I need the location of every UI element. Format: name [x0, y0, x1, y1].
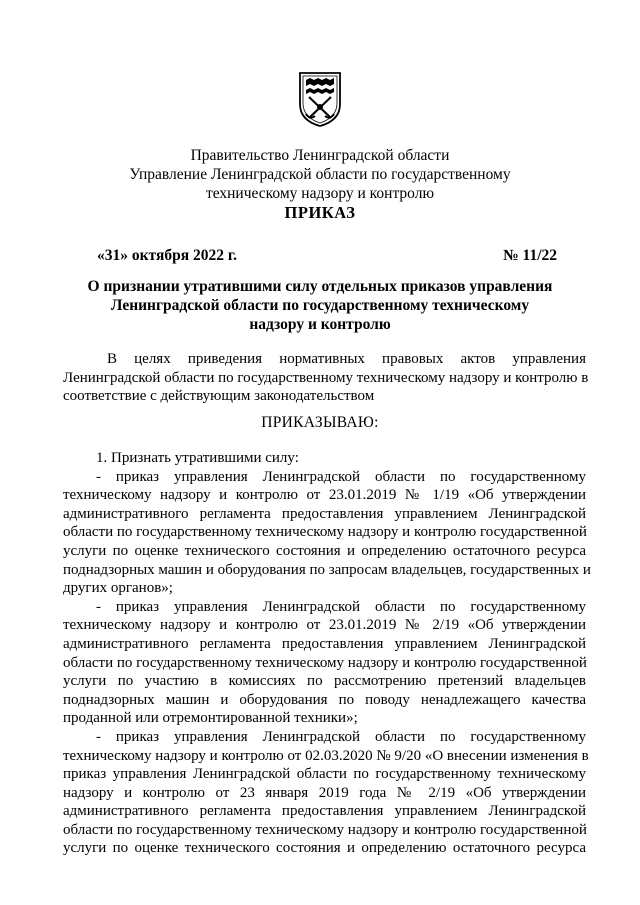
- preamble-line: Ленинградской области по государственному техническому надзору и контролю в: [63, 369, 589, 386]
- body-line: приказ управления Ленинградской области по государственному техническому: [63, 766, 586, 783]
- preamble-line: В целях приведения нормативных правовых актов управления: [107, 351, 586, 367]
- subject-line: надзору и контролю: [249, 316, 391, 333]
- document-number: № 11/22: [503, 247, 557, 264]
- document-date: «31» октября 2022 г.: [97, 247, 238, 264]
- body-line: - приказ управления Ленинградской области по государственному: [96, 468, 586, 485]
- issuer-government: Правительство Ленинградской области: [190, 147, 450, 164]
- body-line: техническому надзору и контролю от 23.01.2019 № 2/19 «Об утверждении: [63, 617, 586, 634]
- body-line: административного регламента предоставления управлением Ленинградской: [63, 505, 586, 522]
- preamble-line: соответствие с действующим законодательством: [63, 388, 375, 405]
- body-line: административного регламента предоставления управлением Ленинградской: [63, 803, 586, 820]
- body-line: области по государственному техническому надзору и контролю государственной: [63, 524, 587, 541]
- subject-line: Ленинградской области по государственному техническому: [110, 297, 530, 314]
- body-line: надзору и контролю от 23 января 2019 года № 2/19 «Об утверждении: [63, 784, 586, 801]
- body-line: - приказ управления Ленинградской области по государственному: [96, 728, 586, 745]
- order-body: [63, 449, 591, 858]
- body-line: административного регламента предоставления управлением Ленинградской: [63, 635, 586, 652]
- coat-of-arms-icon: [297, 70, 343, 128]
- body-line: техническому надзору и контролю от 23.01.2019 № 1/19 «Об утверждении: [63, 487, 586, 504]
- order-word: ПРИКАЗЫВАЮ:: [261, 414, 379, 431]
- body-line: услуги по оценке технического состояния и определению остаточного ресурса: [63, 840, 586, 857]
- body-line: 1. Признать утратившими силу:: [96, 450, 299, 466]
- body-line: области по государственному техническому надзору и контролю государственной: [63, 654, 587, 671]
- subject-line: О признании утратившими силу отдельных приказов управления: [87, 278, 553, 295]
- body-line: услуги по участию в комиссиях по рассмотрению претензий владельцев: [63, 673, 586, 690]
- body-line: услуги по оценке технического состояния и определению остаточного ресурса: [63, 542, 586, 559]
- body-line: поднадзорных машин и оборудования по поводу ненадлежащего качества: [63, 691, 586, 708]
- body-line: техническому надзору и контролю от 02.03.2020 № 9/20 «О внесении изменения в: [63, 747, 589, 764]
- issuer-header: [60, 146, 580, 203]
- preamble: [63, 350, 589, 406]
- body-line: проданной или отремонтированной техники»;: [63, 710, 358, 727]
- document-title: ПРИКАЗ: [284, 203, 356, 222]
- issuer-agency-line2: техническому надзору и контролю: [205, 185, 435, 202]
- document-subject: [75, 277, 565, 334]
- body-line: других органов»;: [63, 580, 173, 597]
- body-line: области по государственному техническому надзору и контролю государственной: [63, 821, 587, 838]
- body-line: - приказ управления Ленинградской области по государственному: [96, 598, 586, 615]
- body-line: поднадзорных машин и оборудования по запросам владельцев, государственных и: [63, 561, 591, 578]
- issuer-agency-line1: Управление Ленинградской области по государственному: [129, 166, 511, 183]
